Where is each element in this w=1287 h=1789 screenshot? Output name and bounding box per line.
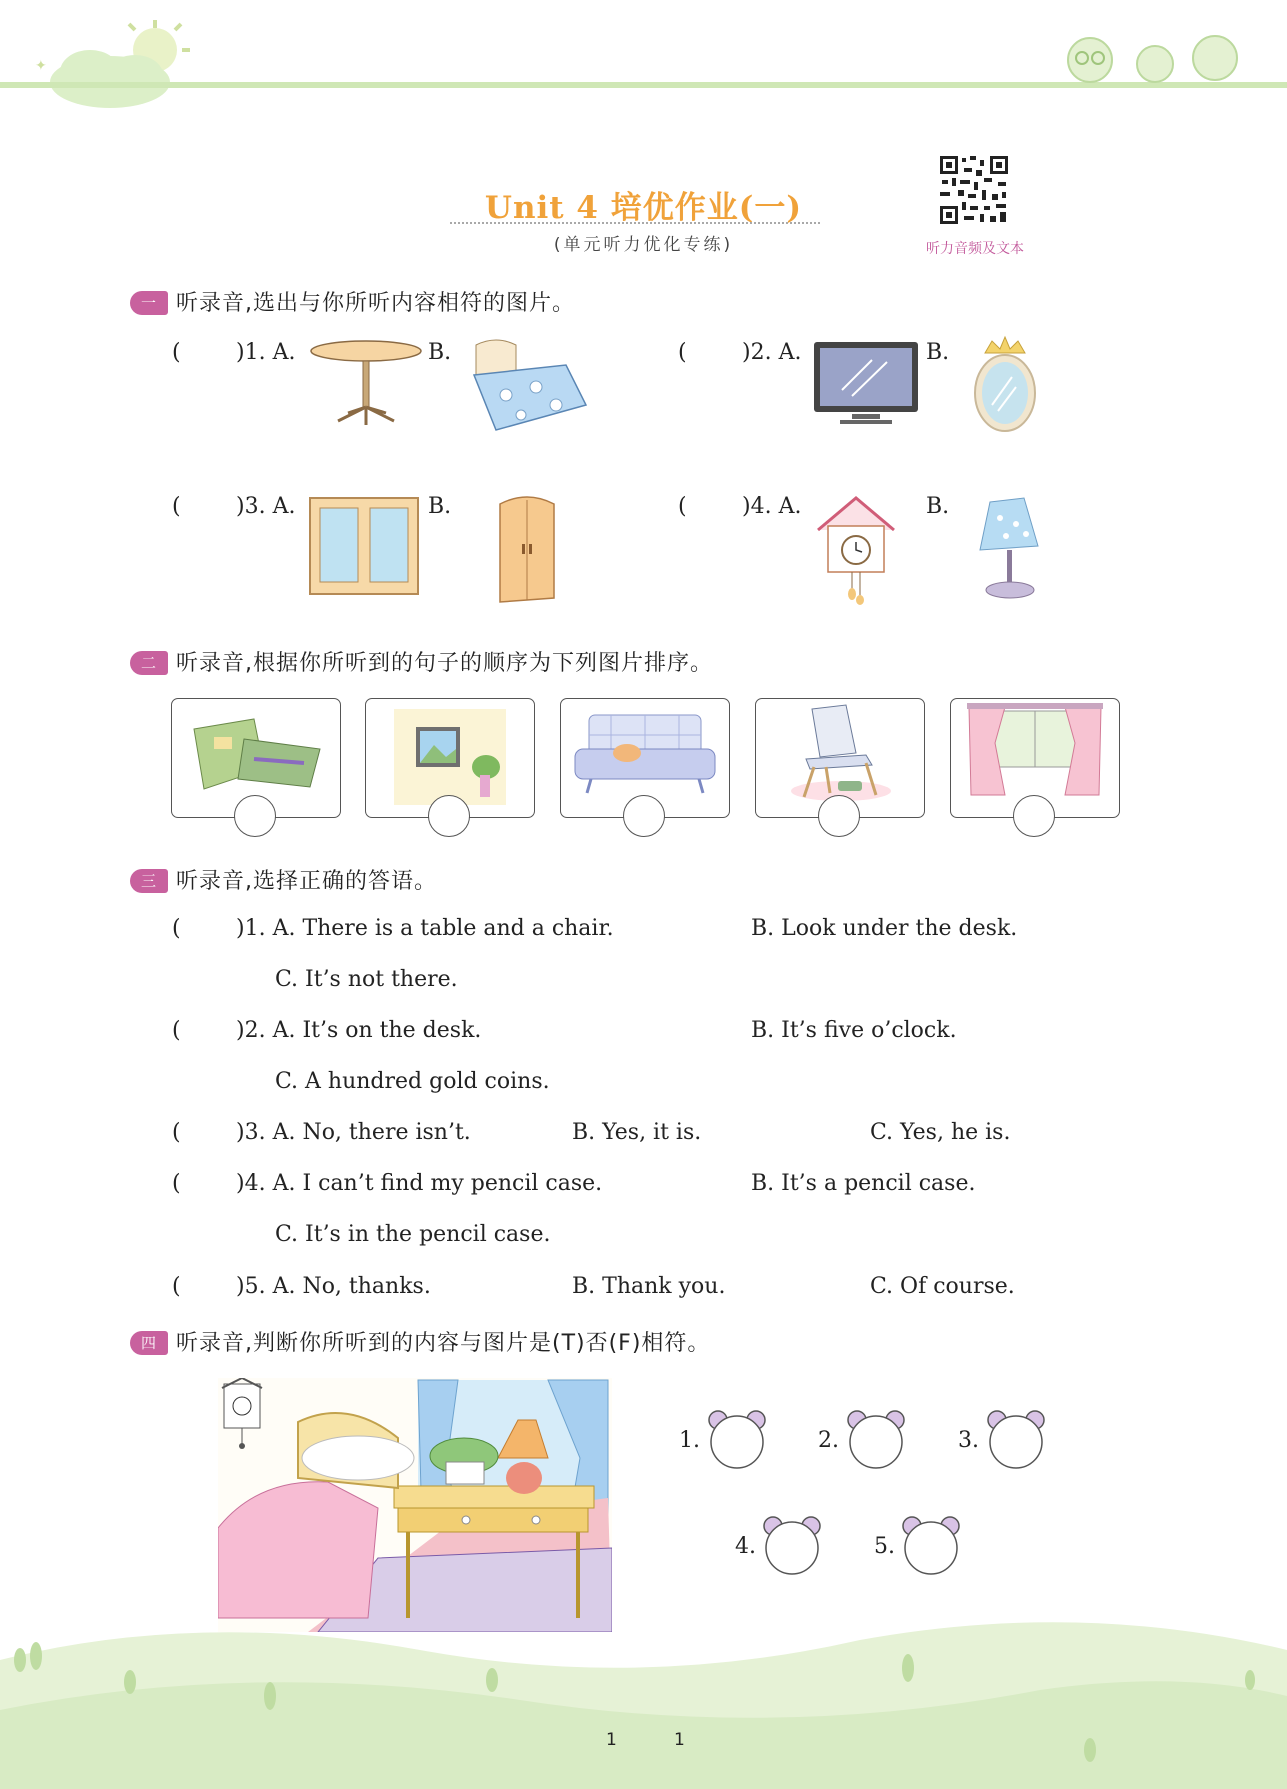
page-number-right: 1 [674,1730,685,1750]
picture-wall-icon [394,705,506,805]
q4-option-b: B. It’s a pencil case. [751,1171,976,1196]
answer-blank-open: ( [172,340,181,365]
answer-blank-open: ( [172,1171,181,1196]
q3-option-b: B. Yes, it is. [572,1120,702,1145]
q1-option-a: )1. A. There is a table and a chair. [236,916,614,941]
table-icon [308,335,424,427]
tf-number-2: 2. [818,1428,839,1453]
order-circle-1[interactable] [234,795,276,837]
page-subtitle: (单元听力优化专练) [553,235,734,255]
q4-option-c: C. It’s in the pencil case. [275,1222,551,1247]
section-2-badge: 二 [130,651,168,675]
title-underline [450,222,820,224]
tf-number-3: 3. [958,1428,979,1453]
sun-cloud-decoration [30,20,200,110]
bear-answer-circle-3[interactable] [985,1408,1047,1470]
q1-option-c: C. It’s not there. [275,967,458,992]
mirror-icon [970,335,1040,437]
page-number-left: 1 [606,1730,617,1750]
bear-answer-circle-5[interactable] [900,1514,962,1576]
qr-code-icon[interactable] [938,154,1010,226]
section-2-instruction: 听录音,根据你所听到的句子的顺序为下列图片排序。 [176,651,713,676]
order-circle-2[interactable] [428,795,470,837]
answer-blank-open: ( [172,1274,181,1299]
tv-icon [812,340,920,426]
qr-caption: 听力音频及文本 [926,241,1024,257]
tf-number-4: 4. [735,1534,756,1559]
window-icon [308,496,420,596]
answer-blank-open: ( [172,494,181,519]
question-label: )1. A. [236,340,296,365]
answer-blank-open: ( [172,1120,181,1145]
page-title [0,182,1287,227]
chair-icon [786,703,896,803]
bed-icon [466,335,592,435]
bear-answer-circle-2[interactable] [845,1408,907,1470]
option-b-label: B. [926,340,950,365]
option-b-label: B. [428,340,452,365]
q5-option-c: C. Of course. [870,1274,1015,1299]
bear-answer-circle-1[interactable] [706,1408,768,1470]
answer-blank-open: ( [678,494,687,519]
q1-option-b: B. Look under the desk. [751,916,1018,941]
q3-option-c: C. Yes, he is. [870,1120,1011,1145]
section-2-heading [130,646,713,677]
section-3-badge: 三 [130,869,168,893]
bag-icon [184,709,328,799]
option-b-label: B. [428,494,452,519]
answer-blank-open: ( [172,916,181,941]
section-4-instruction: 听录音,判断你所听到的内容与图片是(T)否(F)相符。 [176,1331,711,1356]
tf-number-5: 5. [874,1534,895,1559]
q2-option-b: B. It’s five o’clock. [751,1018,957,1043]
q5-option-a: )5. A. No, thanks. [236,1274,431,1299]
tf-number-1: 1. [679,1428,700,1453]
footer-landscape [0,1600,1287,1789]
section-4-badge: 四 [130,1331,168,1355]
answer-blank-open: ( [172,1018,181,1043]
sofa-icon [571,709,719,795]
q4-option-a: )4. A. I can’t find my pencil case. [236,1171,603,1196]
lamp-icon [976,494,1044,600]
clock-icon [814,494,898,606]
section-3-instruction: 听录音,选择正确的答语。 [176,869,437,894]
q5-option-b: B. Thank you. [572,1274,726,1299]
q3-option-a: )3. A. No, there isn’t. [236,1120,471,1145]
answer-blank-open: ( [678,340,687,365]
section-3-heading [130,864,437,895]
q2-option-a: )2. A. It’s on the desk. [236,1018,482,1043]
curtain-icon [965,703,1105,803]
animals-decoration [1055,18,1255,88]
bear-answer-circle-4[interactable] [761,1514,823,1576]
question-label: )4. A. [742,494,802,519]
section-1-instruction: 听录音,选出与你所听内容相符的图片。 [176,291,575,316]
order-circle-4[interactable] [818,795,860,837]
section-4-heading [130,1326,710,1357]
svg-text:✦: ✦ [35,58,47,74]
q2-option-c: C. A hundred gold coins. [275,1069,550,1094]
question-label: )2. A. [742,340,802,365]
section-1-heading [130,286,575,317]
bedroom-illustration [218,1378,612,1632]
order-circle-3[interactable] [623,795,665,837]
section-1-badge: 一 [130,291,168,315]
question-label: )3. A. [236,494,296,519]
order-circle-5[interactable] [1013,795,1055,837]
wardrobe-icon [494,494,560,604]
title-text: Unit 4 培优作业(一) [484,190,803,226]
option-b-label: B. [926,494,950,519]
